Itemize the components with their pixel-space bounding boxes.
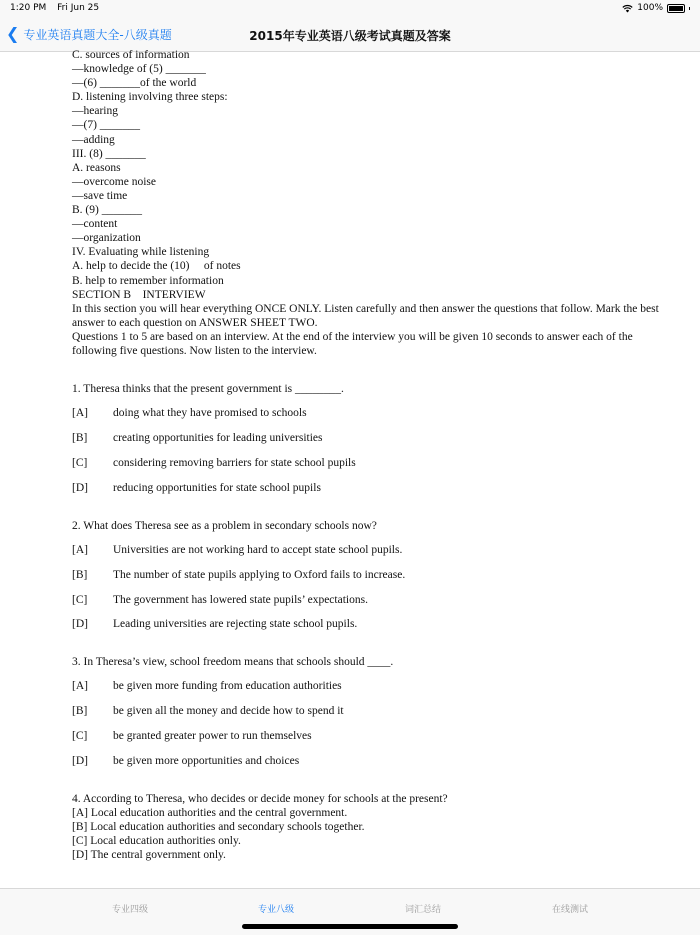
- outline-line: —overcome noise: [72, 175, 156, 188]
- outline-line: B. help to remember information: [72, 274, 224, 287]
- outline: [72, 48, 672, 302]
- status-left: [10, 3, 107, 13]
- outline-line: B. (9) _______: [72, 204, 142, 217]
- option-letter: [D]: [72, 481, 88, 494]
- tab-online-test[interactable]: 在线测试: [551, 905, 588, 915]
- outline-line: A. help to decide the (10) of notes: [72, 260, 241, 273]
- option-letter: [A]: [72, 543, 88, 556]
- question-text: 1. Theresa thinks that the present government is ________.: [72, 383, 344, 396]
- outline-line: D. listening involving three steps:: [72, 91, 228, 104]
- answer-option: [72, 406, 672, 420]
- status-bar: [0, 0, 700, 18]
- answer-option: [72, 481, 672, 495]
- instruction-paragraph: Questions 1 to 5 are based on an interview. At the end of the interview you will be given 10 seconds to answer each of the following five questions. Now listen to the interview.: [72, 330, 633, 357]
- answer-option: [72, 456, 672, 470]
- battery-icon: [667, 4, 685, 13]
- option-text: be granted greater power to run themselves: [113, 730, 312, 743]
- option-text: The government has lowered state pupils’ expectations.: [113, 593, 368, 606]
- chevron-left-icon: ❮: [6, 24, 20, 43]
- option-text: creating opportunities for leading universities: [113, 432, 323, 445]
- answer-option: [72, 754, 672, 768]
- tab-level-four[interactable]: 专业四级: [111, 905, 148, 915]
- question-1: [72, 382, 672, 495]
- back-label: 专业英语真题大全-八级真题: [23, 27, 172, 42]
- battery-tip: [689, 7, 690, 10]
- spacer: [72, 358, 672, 382]
- answer-option: [72, 543, 672, 557]
- answer-option: [72, 679, 672, 693]
- outline-line: —(6) _______of the world: [72, 77, 197, 90]
- option-letter: [D]: [72, 755, 88, 768]
- answer-option: [72, 617, 672, 631]
- page-title: 2015年专业英语八级考试真题及答案: [249, 29, 451, 43]
- status-date: Fri Jun 25: [57, 3, 100, 13]
- outline-line: IV. Evaluating while listening: [72, 246, 210, 259]
- option-text: Leading universities are rejecting state school pupils.: [113, 618, 358, 631]
- home-indicator[interactable]: [242, 924, 458, 929]
- answer-option: [C] Local education authorities only.: [72, 835, 241, 848]
- outline-line: —knowledge of (5) _______: [72, 63, 206, 76]
- outline-line: —content: [72, 218, 118, 231]
- outline-line: —organization: [72, 232, 141, 245]
- option-letter: [C]: [72, 730, 88, 743]
- option-letter: [A]: [72, 680, 88, 693]
- question-text: 2. What does Theresa see as a problem in secondary schools now?: [72, 519, 377, 532]
- question-3: [72, 655, 672, 768]
- answer-option: [72, 593, 672, 607]
- answer-option: [A] Local education authorities and the central government.: [72, 807, 348, 820]
- answer-option: [72, 431, 672, 445]
- instruction-paragraph: In this section you will hear everything ONCE ONLY. Listen carefully and then answer the questions that follow. Mark the best answer to each question on ANSWER SHEET TWO.: [72, 302, 659, 329]
- tab-level-eight[interactable]: 专业八级: [257, 905, 294, 915]
- outline-line: —hearing: [72, 105, 118, 118]
- option-text: Universities are not working hard to accept state school pupils.: [113, 543, 403, 556]
- navigation-bar: [0, 18, 700, 52]
- outline-line: —(7) _______: [72, 119, 141, 132]
- option-letter: [C]: [72, 593, 88, 606]
- option-text: be given more funding from education authorities: [113, 680, 342, 693]
- spacer: [72, 642, 672, 655]
- spacer: [72, 506, 672, 519]
- outline-line: —save time: [72, 189, 128, 202]
- option-letter: [B]: [72, 705, 88, 718]
- battery-percent: 100%: [637, 3, 663, 13]
- spacer: [72, 779, 672, 792]
- option-text: be given more opportunities and choices: [113, 755, 300, 768]
- option-letter: [A]: [72, 407, 88, 420]
- option-letter: [B]: [72, 568, 88, 581]
- option-letter: [C]: [72, 456, 88, 469]
- status-time: 1:20 PM: [10, 3, 47, 13]
- question-text: 3. In Theresa’s view, school freedom means that schools should ____.: [72, 656, 394, 669]
- outline-line: A. reasons: [72, 161, 121, 174]
- option-letter: [B]: [72, 432, 88, 445]
- option-letter: [D]: [72, 618, 88, 631]
- tab-vocabulary-summary[interactable]: 词汇总结: [404, 905, 441, 915]
- wifi-icon: [622, 4, 633, 13]
- option-text: The number of state pupils applying to Oxford fails to increase.: [113, 568, 406, 581]
- answer-option: [B] Local education authorities and secondary schools together.: [72, 821, 365, 834]
- status-right: [622, 3, 690, 13]
- option-text: considering removing barriers for state school pupils: [113, 456, 356, 469]
- question-2: [72, 519, 672, 632]
- answer-option: [72, 729, 672, 743]
- option-text: reducing opportunities for state school pupils: [113, 481, 321, 494]
- outline-line: III. (8) _______: [72, 147, 146, 160]
- question-4: [72, 792, 672, 862]
- outline-line: —adding: [72, 133, 115, 146]
- answer-option: [72, 704, 672, 718]
- option-text: doing what they have promised to schools: [113, 407, 307, 420]
- question-text: 4. According to Theresa, who decides or decide money for schools at the present?: [72, 793, 448, 806]
- option-text: be given all the money and decide how to spend it: [113, 705, 344, 718]
- outline-line: C. sources of information: [72, 49, 190, 61]
- document-content[interactable]: [72, 48, 672, 863]
- answer-option: [72, 568, 672, 582]
- section-heading: SECTION B INTERVIEW: [72, 288, 206, 301]
- answer-option: [D] The central government only.: [72, 849, 226, 862]
